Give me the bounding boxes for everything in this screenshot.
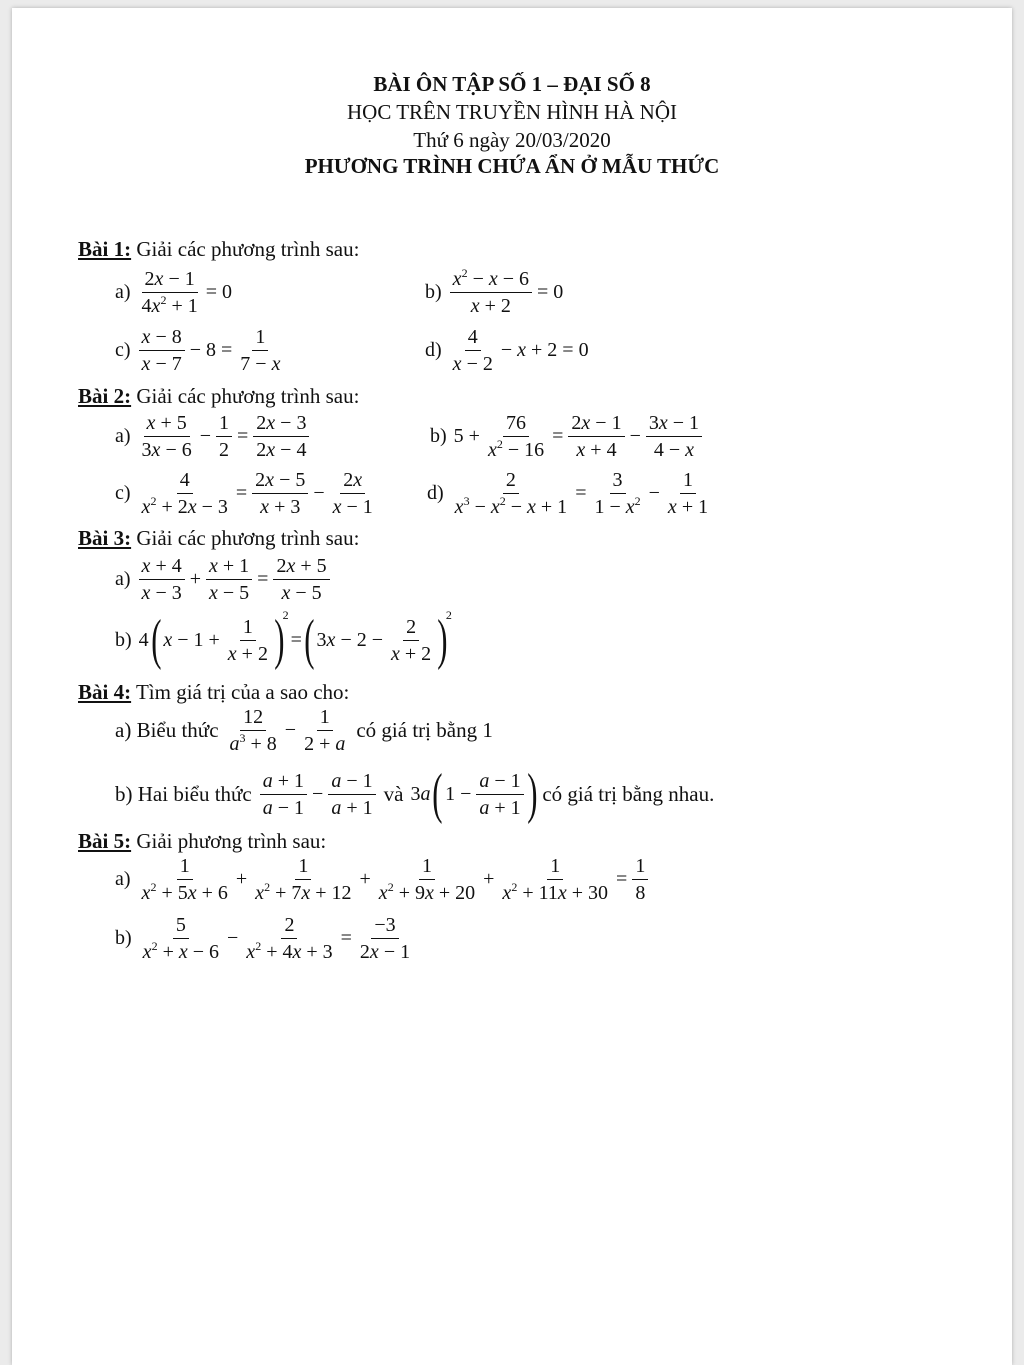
exercise-1d: d) $\frac{4}{x - 2}$ − x + 2 = 0 bbox=[425, 326, 589, 375]
section-number: Bài 4: bbox=[78, 680, 132, 704]
label-a: a) bbox=[115, 868, 131, 890]
exercise-4b-prefix: b) Hai biểu thức bbox=[115, 781, 252, 806]
exercise-2b: b) 5 + $\frac{76}{x^2 - 16}$ = $\frac{2x - 1}{x + 4}$ − $\frac{3x - 1}{4 - x}$ bbox=[430, 412, 705, 461]
exercise-5b: b) $\frac{5}{x^2 + x - 6}$ − $\frac{2}{x^2 + 4x + 3}$ = $\frac{-3}{2x - 1}$ bbox=[115, 914, 411, 963]
exercise-2d: d) $\frac{2}{x^3 - x^2 - x + 1}$ = $\frac{3}{1 - x^2}$ − $\frac{1}{x + 1}$ bbox=[427, 469, 709, 518]
label-b: b) bbox=[430, 425, 447, 447]
label-b: b) bbox=[115, 927, 132, 949]
exercise-4a-suffix: có giá trị bằng 1 bbox=[356, 718, 493, 742]
label-a: a) bbox=[115, 281, 131, 303]
exercise-1b: b) $\frac{x^2 - x - 6}{x + 2}$ = 0 bbox=[425, 266, 564, 317]
section-bai-2 bbox=[78, 384, 359, 409]
section-text: Giải phương trình sau: bbox=[131, 829, 327, 853]
section-bai-3 bbox=[78, 526, 359, 551]
label-b: b) bbox=[425, 281, 442, 303]
exercise-3b: b) 4 ( x − 1 + $\frac{1}{x + 2}$ ) 2 = ( 3x − 2 − $\frac{2}{x + 2}$ ) 2 bbox=[115, 608, 452, 671]
exercise-2c: c) $\frac{4}{x^2 + 2x - 3}$ = $\frac{2x - 5}{x + 3}$ − $\frac{2x}{x - 1}$ bbox=[115, 469, 373, 518]
label-d: d) bbox=[427, 482, 444, 504]
label-c: c) bbox=[115, 339, 131, 361]
section-bai-4 bbox=[78, 680, 349, 705]
exercise-4a-prefix: a) Biểu thức bbox=[115, 718, 219, 742]
exercise-3a: a) $\frac{x + 4}{x - 3}$ + $\frac{x + 1}{x - 5}$ = $\frac{2x + 5}{x - 5}$ bbox=[115, 555, 333, 604]
section-number: Bài 2: bbox=[78, 384, 132, 408]
section-text: Giải các phương trình sau: bbox=[131, 237, 360, 261]
section-text: Giải các phương trình sau: bbox=[131, 384, 360, 408]
exercise-4b: b) Hai biểu thức $\frac{a + 1}{a - 1}$ − $\frac{a - 1}{a + 1}$ và 3a ( 1 − $\frac{a - 1}{a + 1}$ ) có giá trị bằng nhau. bbox=[115, 763, 715, 825]
label-d: d) bbox=[425, 339, 442, 361]
label-b: b) bbox=[115, 628, 132, 651]
exercise-2a: a) $\frac{x + 5}{3x - 6}$ − $\frac{1}{2}$ = $\frac{2x - 3}{2x - 4}$ bbox=[115, 412, 312, 461]
section-bai-1 bbox=[78, 237, 359, 262]
section-text: Giải các phương trình sau: bbox=[131, 526, 360, 550]
section-bai-5 bbox=[78, 829, 326, 854]
exercise-4b-mid: và bbox=[383, 781, 404, 806]
section-number: Bài 1: bbox=[78, 237, 132, 261]
section-number: Bài 3: bbox=[78, 526, 132, 550]
label-c: c) bbox=[115, 482, 131, 504]
exercise-1a: a) $\frac{2x - 1}{4x^2 + 1}$ = 0 bbox=[115, 268, 232, 317]
label-a: a) bbox=[115, 425, 131, 447]
exercise-4b-suffix: có giá trị bằng nhau. bbox=[542, 781, 715, 806]
section-number: Bài 5: bbox=[78, 829, 132, 853]
section-text: Tìm giá trị của a sao cho: bbox=[131, 680, 350, 704]
doc-title: BÀI ÔN TẬP SỐ 1 – ĐẠI SỐ 8 bbox=[373, 72, 651, 96]
doc-topic: PHƯƠNG TRÌNH CHỨA ẨN Ở MẪU THỨC bbox=[304, 154, 720, 178]
exercise-5a: a) $\frac{1}{x^2 + 5x + 6}$ + $\frac{1}{x^2 + 7x + 12}$ + $\frac{1}{x^2 + 9x + 20}$ + $\frac{1}{x^2 + 11x + 30}$ = $\frac{1}{8}$ bbox=[115, 855, 651, 904]
exercise-4a: a) Biểu thức $\frac{12}{a^3 + 8}$ − $\frac{1}{2 + a}$ có giá trị bằng 1 bbox=[115, 706, 493, 755]
doc-date: Thứ 6 ngày 20/03/2020 bbox=[413, 128, 611, 152]
exercise-1c: c) $\frac{x - 8}{x - 7}$ − 8 = $\frac{1}{7 - x}$ bbox=[115, 326, 281, 375]
doc-subtitle: HỌC TRÊN TRUYỀN HÌNH HÀ NỘI bbox=[347, 100, 677, 124]
label-a: a) bbox=[115, 568, 131, 590]
